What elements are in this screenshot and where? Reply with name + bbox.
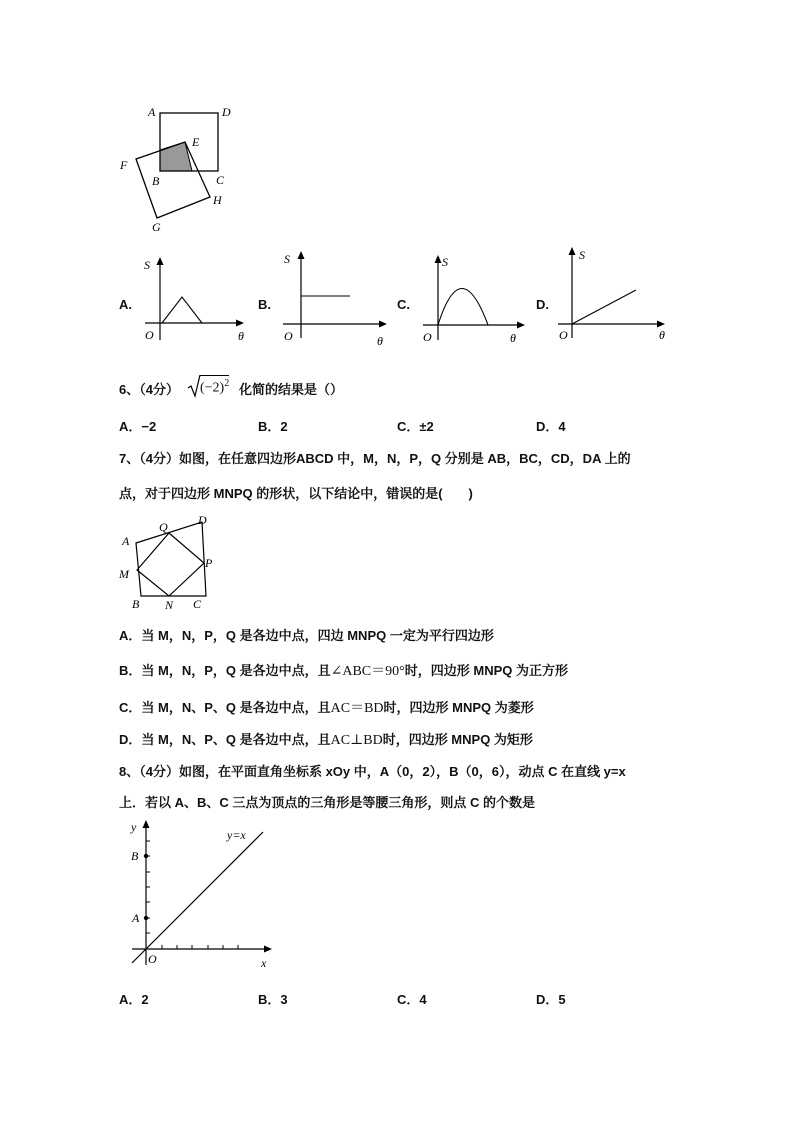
option-text: C． [397,992,420,1007]
option-text: 时，四边形 MNPQ 为正方形 [404,663,568,678]
q7-quadrilateral-figure [115,510,220,614]
option-text: 当 M，N、P、Q 是各边中点，且 [141,732,331,747]
figure-label: y [131,820,137,834]
graph-d-y-label: S [579,248,585,262]
q7-option-a[interactable] [119,625,494,644]
figure-label: D [198,513,207,527]
graph-d-x-label: θ [659,328,665,342]
graph-a-origin: O [145,328,154,342]
option-text: 3 [280,992,288,1007]
line-y-equals-x [132,832,263,963]
option-text: B． [258,992,281,1007]
q7-option-c[interactable] [119,697,534,717]
graph-b-y-label: S [284,252,290,266]
q7-stem-line2: 点，对于四边形 MNPQ 的形状，以下结论中，错误的是( ) [119,486,473,501]
q7-option-d[interactable] [119,729,533,749]
q8-option-c[interactable] [397,989,427,1008]
graph-a-curve [162,297,202,323]
option-text: 时，四边形 MNPQ 为菱形 [383,700,534,715]
graph-b-x-label: θ [377,334,383,348]
label-e: E [192,135,200,149]
option-text: B． [119,663,142,678]
q6-option-d[interactable] [536,416,566,435]
graph-a-x-label: θ [238,329,244,343]
q6-radicand: (−2) [200,380,225,396]
option-text: 5 [558,992,566,1007]
label-b: B [152,174,160,188]
q6-number: 6、（4分） [119,382,179,397]
option-text: A． [119,628,142,643]
figure-label: A [122,534,130,548]
q6-option-a[interactable] [119,416,156,435]
q8-option-d[interactable] [536,989,566,1008]
point-a [144,916,148,920]
figure-label: N [165,598,174,612]
figure-label: M [119,567,129,581]
q6-exponent: 2 [224,378,230,389]
label-h: H [213,193,222,207]
option-text: AC＝BD [330,701,384,716]
q5-squares-figure [110,100,240,235]
option-text: 4 [558,419,566,434]
option-text: ±2 [419,419,434,434]
label-d: D [222,105,231,119]
option-text: C． [397,419,420,434]
option-text: B． [258,419,281,434]
option-text: AC⊥BD [330,733,383,748]
q8-coordinate-figure [115,815,280,975]
option-text: 2 [141,992,149,1007]
graph-a-letter[interactable]: A. [119,297,132,312]
graph-d-origin: O [559,328,568,342]
figure-label: B [131,849,139,863]
q6-stem: 化简的结果是（） [239,382,344,397]
graph-c-origin: O [423,330,432,344]
sqrt-icon [187,374,201,398]
figure-label: C [193,597,202,611]
q6-option-c[interactable] [397,416,434,435]
option-text: D． [119,732,142,747]
q8-stem-line2: 上．若以 A、B、C 三点为顶点的三角形是等腰三角形，则点 C 的个数是 [119,795,536,810]
graph-a-y-label: S [144,258,150,272]
figure-label: A [132,911,140,925]
graph-c-letter[interactable]: C. [397,297,410,312]
graph-d[interactable] [555,243,670,348]
point-b [144,854,148,858]
option-text: C． [119,700,142,715]
q6-option-b[interactable] [258,416,288,435]
graph-b-letter[interactable]: B. [258,297,271,312]
graph-d-letter[interactable]: D. [536,297,549,312]
option-text: 2 [280,419,288,434]
figure-label: B [132,597,140,611]
label-g: G [152,220,161,234]
option-text: D． [536,419,559,434]
option-text: ∠ABC＝90° [330,664,405,679]
graph-c-curve [438,289,488,326]
q8-option-a[interactable] [119,989,149,1008]
figure-label: O [148,952,157,966]
q8-option-b[interactable] [258,989,288,1008]
graph-b-origin: O [284,329,293,343]
label-c: C [216,173,225,187]
graph-c-y-label: S [442,255,448,269]
q8-stem-line1: 8、（4分）如图，在平面直角坐标系 xOy 中，A（0，2），B（0，6），动点 C 在直线 y=x [119,764,626,779]
figure-label: x [261,956,267,970]
option-text: A． [119,419,142,434]
option-text: A． [119,992,142,1007]
option-text: 当 M，N、P、Q 是各边中点，且 [141,700,331,715]
quad-mnpq [137,533,204,596]
figure-label: Q [159,520,168,534]
figure-label: y=x [227,828,246,842]
figure-label: P [205,556,213,570]
graph-b[interactable] [278,248,393,348]
option-text: D． [536,992,559,1007]
option-text: 当 M，N，P，Q 是各边中点，四边 MNPQ 一定为平行四边形 [141,628,494,643]
graph-c-x-label: θ [510,331,516,345]
option-text: 时，四边形 MNPQ 为矩形 [382,732,533,747]
graph-a[interactable] [140,255,250,345]
graph-d-curve [572,290,636,324]
option-text: 4 [419,992,427,1007]
q7-option-b[interactable] [119,660,568,680]
option-text: 当 M，N，P，Q 是各边中点，且 [141,663,331,678]
graph-c[interactable] [418,252,533,347]
label-f: F [120,158,128,172]
q7-stem-line1: 7、（4分）如图，在任意四边形ABCD 中，M，N，P，Q 分别是 AB，BC，CD，DA 上的 [119,451,631,466]
label-a: A [148,105,156,119]
option-text: −2 [141,419,157,434]
